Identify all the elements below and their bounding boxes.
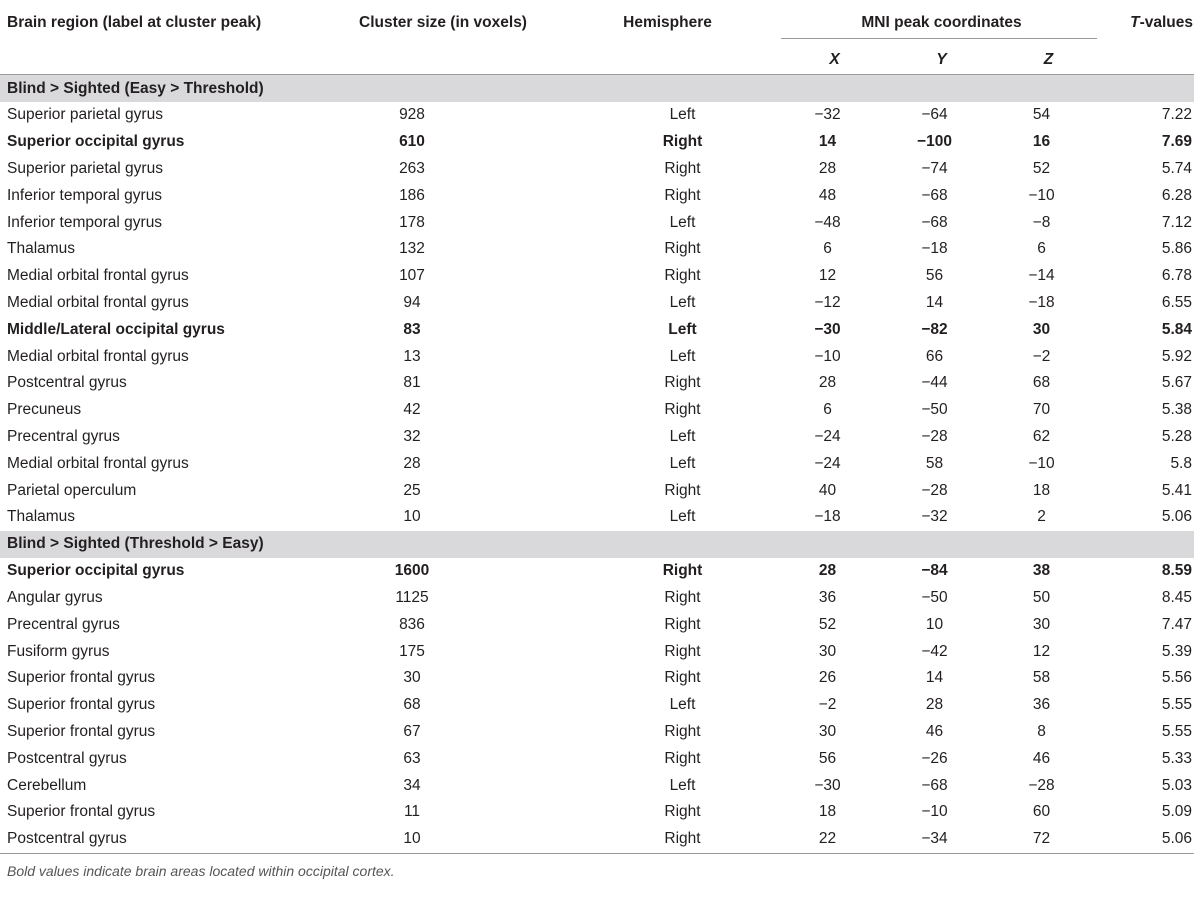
cell-x: 12	[818, 267, 837, 285]
cell-z: 38	[1032, 562, 1051, 580]
cell-t: 8.45	[1161, 588, 1192, 606]
cell-t: 5.56	[1161, 669, 1192, 687]
cell-region: Inferior temporal gyrus	[7, 186, 163, 204]
table-row	[0, 692, 1194, 719]
cell-region: Medial orbital frontal gyrus	[7, 454, 189, 472]
cell-t: 5.39	[1161, 642, 1192, 660]
cell-t: 5.09	[1161, 803, 1192, 821]
cell-z: 70	[1032, 401, 1051, 419]
cell-y: −68	[921, 186, 948, 204]
cell-x: 40	[818, 481, 837, 499]
header-spacer	[332, 38, 554, 75]
cell-y: 28	[925, 696, 944, 714]
cell-x: 30	[818, 642, 837, 660]
table-row	[0, 719, 1194, 746]
cell-x: 36	[818, 588, 837, 606]
cell-t: 5.86	[1161, 240, 1192, 258]
cell-hemi: Left	[669, 213, 696, 231]
section-title: Blind > Sighted (Easy > Threshold)	[0, 75, 1194, 103]
cell-y: −42	[921, 642, 948, 660]
cell-x: 26	[818, 669, 837, 687]
header-hemisphere: Hemisphere	[623, 14, 712, 31]
cell-hemi: Right	[664, 722, 701, 740]
cell-t: 6.78	[1161, 267, 1192, 285]
cell-hemi: Left	[669, 454, 696, 472]
cell-size: 30	[403, 669, 421, 687]
cell-z: 18	[1032, 481, 1051, 499]
cell-t: 5.67	[1161, 374, 1192, 392]
cell-size: 28	[403, 454, 421, 472]
cell-x: −24	[814, 427, 841, 445]
cell-size: 836	[399, 615, 425, 633]
cell-region: Precentral gyrus	[7, 615, 120, 633]
cell-region: Postcentral gyrus	[7, 749, 127, 767]
cell-x: −30	[814, 776, 841, 794]
table-header	[0, 0, 1194, 75]
cell-x: 18	[818, 803, 837, 821]
table-row	[0, 450, 1194, 477]
cell-hemi: Left	[668, 320, 697, 338]
cell-z: 52	[1032, 159, 1051, 177]
cell-hemi: Right	[664, 401, 701, 419]
header-y: Y	[888, 38, 995, 75]
cell-hemi: Left	[669, 347, 696, 365]
cell-region: Precentral gyrus	[7, 427, 120, 445]
table-row	[0, 129, 1194, 156]
cell-y: −44	[921, 374, 948, 392]
section-title: Blind > Sighted (Threshold > Easy)	[0, 531, 1194, 558]
cell-y: −32	[921, 508, 948, 526]
cell-y: −28	[921, 427, 948, 445]
cell-z: 6	[1037, 240, 1046, 258]
table-row	[0, 182, 1194, 209]
table-row	[0, 343, 1194, 370]
cell-size: 175	[399, 642, 425, 660]
table-row	[0, 745, 1194, 772]
cell-region: Medial orbital frontal gyrus	[7, 293, 189, 311]
cell-y: −26	[921, 749, 948, 767]
cell-hemi: Right	[664, 481, 701, 499]
header-spacer	[554, 38, 781, 75]
cell-hemi: Right	[664, 240, 701, 258]
cell-t: 7.69	[1161, 133, 1192, 151]
cell-t: 5.74	[1161, 159, 1192, 177]
cell-hemi: Left	[669, 776, 696, 794]
cell-z: −14	[1028, 267, 1055, 285]
cell-hemi: Right	[664, 749, 701, 767]
cell-size: 63	[403, 749, 421, 767]
table-row	[0, 156, 1194, 183]
table-row	[0, 290, 1194, 317]
cell-x: −10	[814, 347, 841, 365]
header-t-suffix: -values	[1139, 14, 1193, 31]
cell-size: 32	[403, 427, 421, 445]
cell-size: 68	[403, 696, 421, 714]
table-row	[0, 477, 1194, 504]
cell-y: 14	[925, 669, 944, 687]
table-row	[0, 772, 1194, 799]
cell-region: Superior parietal gyrus	[7, 106, 163, 124]
header-z: Z	[995, 38, 1102, 75]
cell-region: Superior frontal gyrus	[7, 669, 156, 687]
cell-hemi: Right	[664, 186, 701, 204]
cell-region: Fusiform gyrus	[7, 642, 110, 660]
table-row	[0, 236, 1194, 263]
cell-y: −50	[921, 588, 948, 606]
cell-y: −74	[921, 159, 948, 177]
cell-z: 36	[1032, 696, 1051, 714]
cell-x: 6	[823, 240, 832, 258]
cell-z: −8	[1032, 213, 1051, 231]
cell-z: 60	[1032, 803, 1051, 821]
cell-region: Superior occipital gyrus	[7, 562, 185, 580]
cell-t: 7.12	[1161, 213, 1192, 231]
cell-z: −10	[1028, 186, 1055, 204]
cell-y: −84	[921, 562, 948, 580]
cell-z: 72	[995, 826, 1102, 853]
cell-t: 5.06	[1102, 826, 1194, 853]
cell-region: Medial orbital frontal gyrus	[7, 267, 189, 285]
cell-region: Medial orbital frontal gyrus	[7, 347, 189, 365]
cell-y: −68	[921, 776, 948, 794]
cell-size: 94	[403, 293, 421, 311]
cell-x: 22	[781, 826, 888, 853]
cell-x: −48	[814, 213, 841, 231]
cell-x: −12	[814, 293, 841, 311]
cell-y: 58	[925, 454, 944, 472]
cell-hemi: Left	[669, 696, 696, 714]
cell-x: 52	[818, 615, 837, 633]
cell-z: 30	[1032, 615, 1051, 633]
cell-x: 30	[818, 722, 837, 740]
table-footnote: Bold values indicate brain areas located within occipital cortex.	[7, 862, 395, 879]
header-t-values	[1102, 0, 1194, 38]
cell-z: 62	[1032, 427, 1051, 445]
cell-x: −2	[818, 696, 837, 714]
cell-y: 10	[925, 615, 944, 633]
cell-region: Superior parietal gyrus	[7, 159, 163, 177]
cell-x: 28	[818, 562, 837, 580]
cell-region: Postcentral gyrus	[0, 826, 332, 853]
cell-z: 12	[1032, 642, 1051, 660]
cell-x: −18	[814, 508, 841, 526]
cell-x: −30	[814, 320, 841, 338]
cell-x: −32	[814, 106, 841, 124]
cell-y: 14	[925, 293, 944, 311]
table-row	[0, 424, 1194, 451]
cell-region: Superior frontal gyrus	[7, 696, 156, 714]
header-t-letter: T	[1130, 14, 1140, 31]
cell-hemi: Right	[662, 133, 703, 151]
cell-size: 34	[403, 776, 421, 794]
cell-size: 1125	[395, 588, 429, 606]
cell-t: 7.47	[1161, 615, 1192, 633]
table-row	[0, 638, 1194, 665]
cell-size: 263	[399, 159, 425, 177]
cell-z: −10	[1028, 454, 1055, 472]
cell-t: 5.06	[1161, 508, 1192, 526]
table-row	[0, 504, 1194, 531]
table-row	[0, 611, 1194, 638]
cell-hemi: Right	[664, 669, 701, 687]
cell-y: 56	[925, 267, 944, 285]
cell-z: −18	[1028, 293, 1055, 311]
cell-z: −28	[1028, 776, 1055, 794]
cell-size: 107	[399, 267, 425, 285]
table-body	[0, 75, 1194, 854]
cell-hemi: Right	[664, 267, 701, 285]
cell-size: 42	[403, 401, 421, 419]
cell-hemi: Left	[669, 508, 696, 526]
cell-size: 10	[403, 508, 421, 526]
cell-hemi: Left	[669, 106, 696, 124]
cell-size: 178	[399, 213, 425, 231]
cell-t: 6.28	[1161, 186, 1192, 204]
cell-hemi: Left	[669, 293, 696, 311]
table-row	[0, 585, 1194, 612]
table-row	[0, 397, 1194, 424]
cell-z: 30	[1032, 320, 1051, 338]
cell-y: −18	[921, 240, 948, 258]
cell-hemi: Right	[664, 588, 701, 606]
table-row	[0, 263, 1194, 290]
cell-t: 5.03	[1161, 776, 1192, 794]
table-row	[0, 102, 1194, 129]
cell-z: 16	[1032, 133, 1051, 151]
cell-y: −100	[917, 133, 952, 151]
cell-z: 2	[1037, 508, 1046, 526]
cell-hemi: Right	[662, 562, 703, 580]
cell-size: 13	[403, 347, 421, 365]
cell-y: −82	[921, 320, 948, 338]
section-header-row	[0, 531, 1194, 558]
header-mni: MNI peak coordinates	[861, 14, 1022, 31]
cell-t: 7.22	[1161, 106, 1192, 124]
cell-size: 1600	[394, 562, 430, 580]
cell-size: 186	[399, 186, 425, 204]
cell-hemi: Left	[669, 427, 696, 445]
cell-region: Postcentral gyrus	[7, 374, 127, 392]
cell-hemi: Right	[664, 374, 701, 392]
cell-size: 610	[399, 133, 425, 151]
cell-size: 928	[399, 106, 425, 124]
cell-t: 5.28	[1161, 427, 1192, 445]
cell-size: 81	[403, 374, 421, 392]
cell-x: 6	[823, 401, 832, 419]
header-spacer	[1102, 38, 1194, 75]
cell-y: −50	[921, 401, 948, 419]
table-row	[0, 316, 1194, 343]
cell-z: −2	[1032, 347, 1051, 365]
cell-t: 5.84	[1161, 320, 1192, 338]
cell-y: −68	[921, 213, 948, 231]
cell-z: 8	[1037, 722, 1046, 740]
cell-y: 46	[925, 722, 944, 740]
mni-divider	[781, 38, 1097, 39]
cell-y: −10	[921, 803, 948, 821]
cell-region: Middle/Lateral occipital gyrus	[7, 320, 225, 338]
cell-size: 25	[403, 481, 421, 499]
cell-t: 5.55	[1161, 696, 1192, 714]
table-row	[0, 558, 1194, 585]
cell-region: Parietal operculum	[7, 481, 137, 499]
cell-z: 68	[1032, 374, 1051, 392]
cell-hemi: Right	[664, 615, 701, 633]
cell-y: −28	[921, 481, 948, 499]
cell-region: Inferior temporal gyrus	[7, 213, 163, 231]
cell-size: 83	[403, 320, 421, 338]
cell-y: 66	[925, 347, 944, 365]
cell-size: 67	[403, 722, 421, 740]
cell-hemi: Right	[664, 642, 701, 660]
cell-t: 5.38	[1161, 401, 1192, 419]
cell-region: Superior frontal gyrus	[7, 722, 156, 740]
section-header-row	[0, 75, 1194, 103]
table-row	[0, 209, 1194, 236]
cell-size: 11	[403, 803, 421, 821]
table-row	[0, 826, 1194, 853]
cell-hemi: Right	[664, 803, 701, 821]
cell-x: −24	[814, 454, 841, 472]
cell-region: Superior occipital gyrus	[7, 133, 185, 151]
header-mni-group	[781, 0, 1102, 38]
cell-x: 28	[818, 374, 837, 392]
cell-region: Cerebellum	[7, 776, 87, 794]
table-row	[0, 370, 1194, 397]
cell-x: 56	[818, 749, 837, 767]
cell-region: Thalamus	[7, 240, 76, 258]
cell-t: 5.8	[1170, 454, 1192, 472]
cell-size: 132	[399, 240, 425, 258]
table-row	[0, 665, 1194, 692]
header-region: Brain region (label at cluster peak)	[7, 14, 262, 31]
cell-t: 5.55	[1161, 722, 1192, 740]
cell-t: 6.55	[1161, 293, 1192, 311]
cell-t: 8.59	[1161, 562, 1192, 580]
cell-t: 5.92	[1161, 347, 1192, 365]
table-row	[0, 799, 1194, 826]
cell-y: −64	[921, 106, 948, 124]
cell-region: Thalamus	[7, 508, 76, 526]
cell-region: Precuneus	[7, 401, 82, 419]
cell-t: 5.41	[1161, 481, 1192, 499]
cell-x: 28	[818, 159, 837, 177]
cell-hemi: Right	[664, 159, 701, 177]
cell-z: 54	[1032, 106, 1051, 124]
cell-z: 58	[1032, 669, 1051, 687]
cell-region: Superior frontal gyrus	[7, 803, 156, 821]
header-x: X	[781, 38, 888, 75]
cell-z: 50	[1032, 588, 1051, 606]
cell-size: 10	[332, 826, 554, 853]
cell-x: 14	[818, 133, 837, 151]
cell-z: 46	[1032, 749, 1051, 767]
cell-t: 5.33	[1161, 749, 1192, 767]
cell-y: −34	[888, 826, 995, 853]
cell-x: 48	[818, 186, 837, 204]
cell-region: Angular gyrus	[7, 588, 103, 606]
cell-hemi: Right	[554, 826, 781, 853]
header-cluster-size: Cluster size (in voxels)	[359, 14, 527, 31]
header-spacer	[0, 38, 332, 75]
